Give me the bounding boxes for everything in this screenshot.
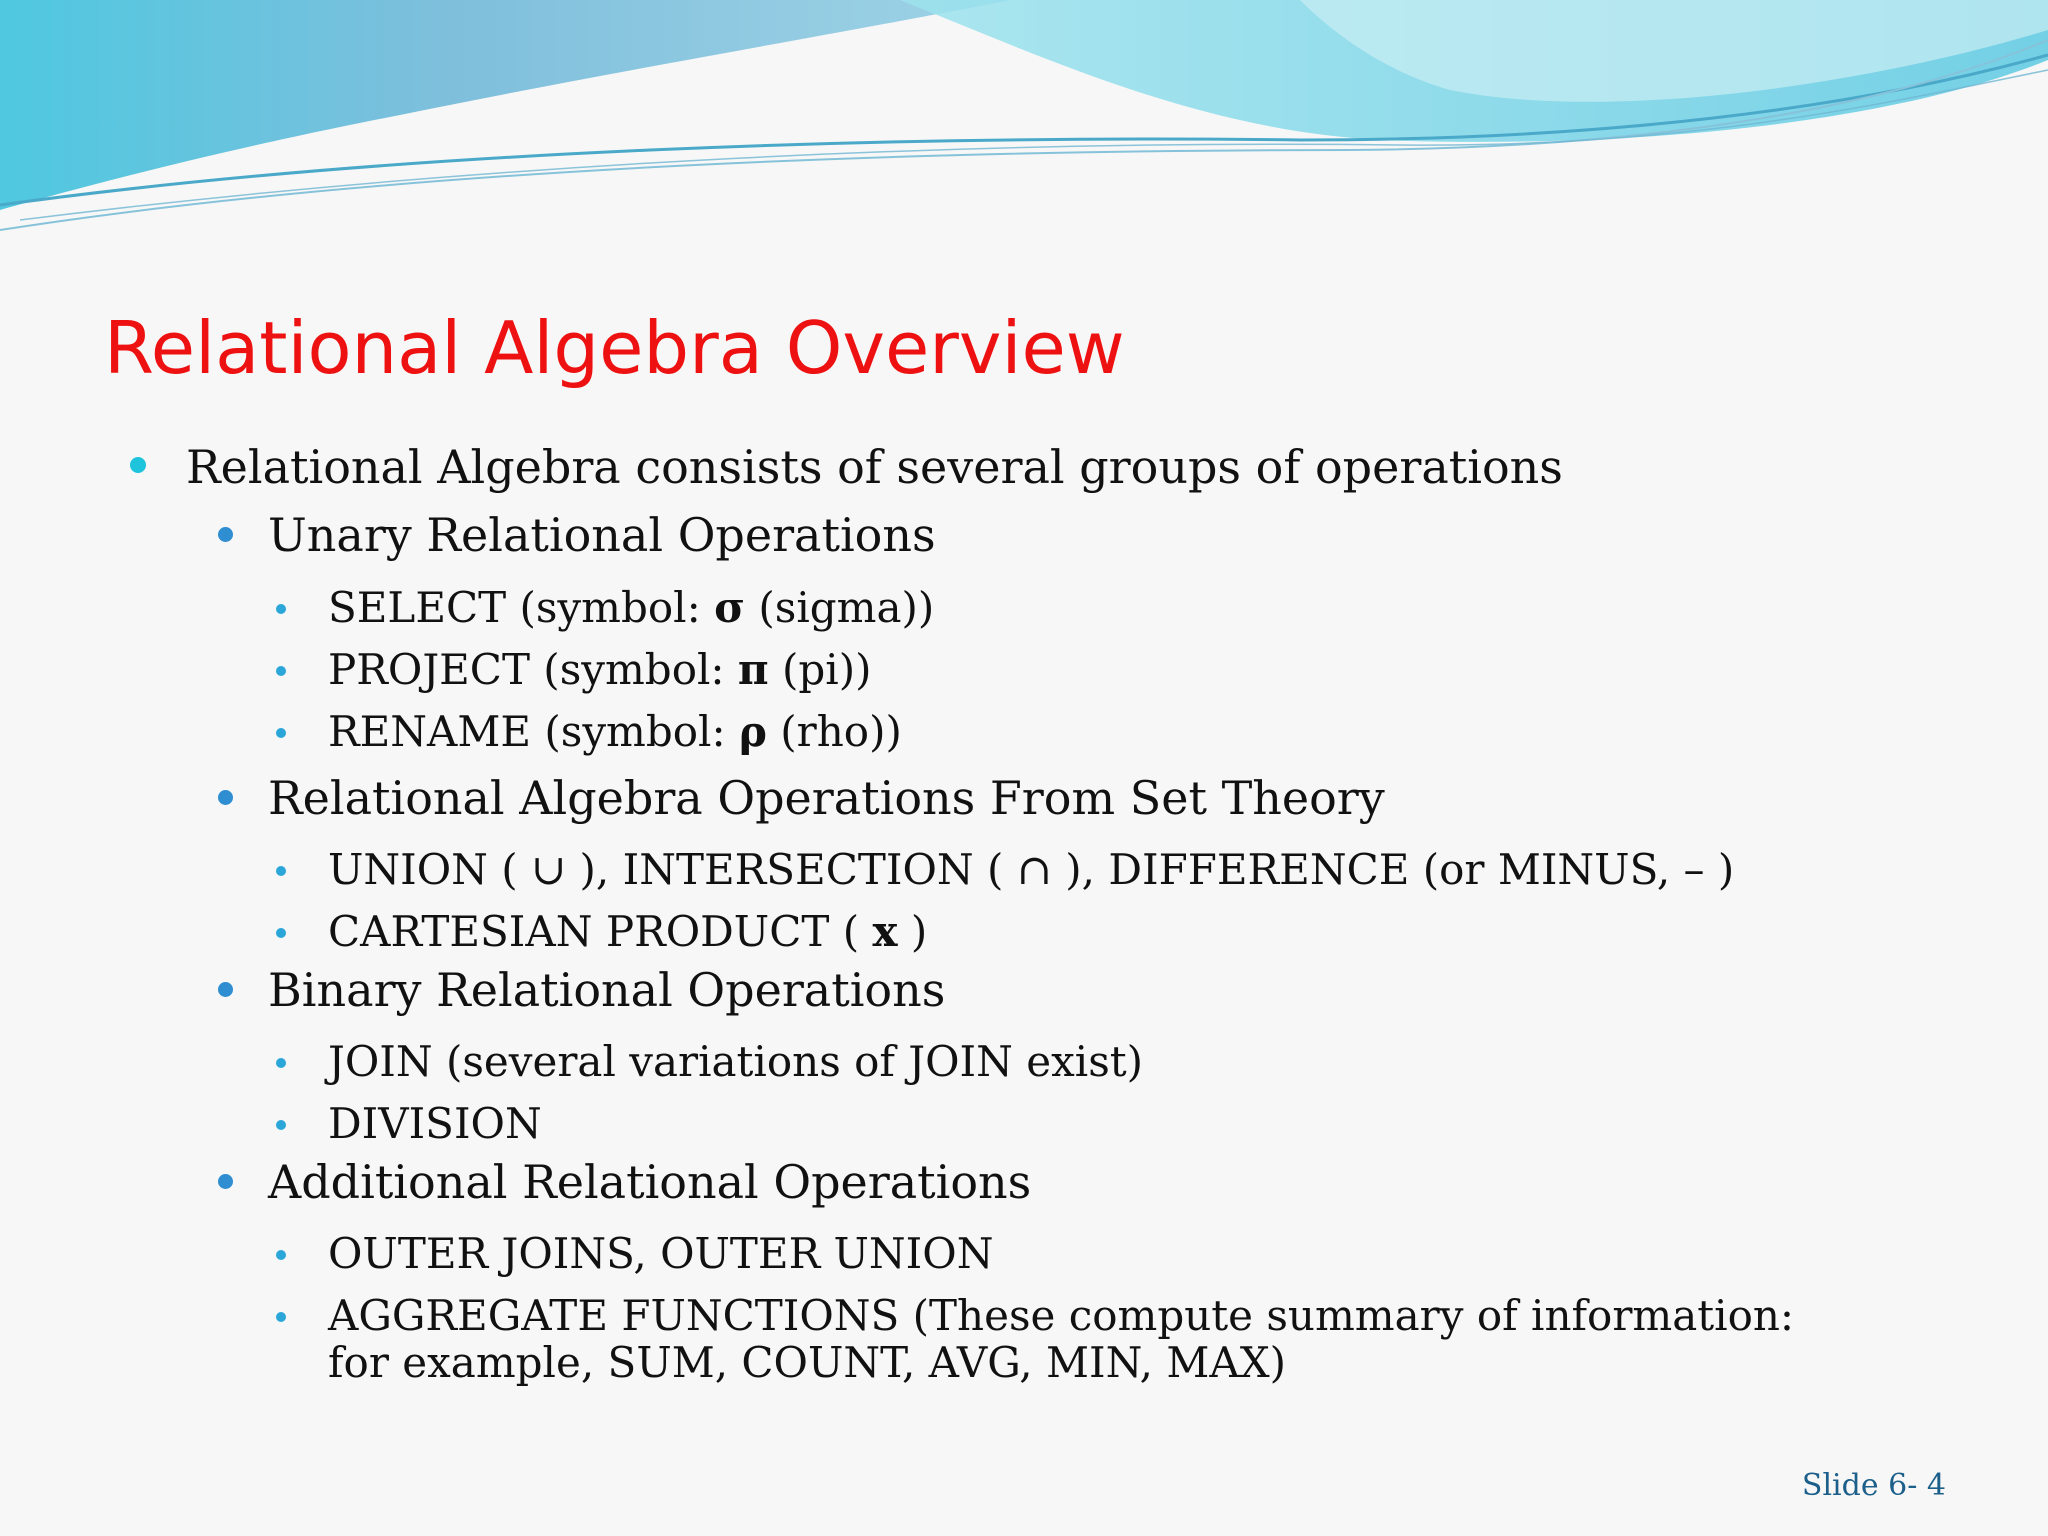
list-item-aggregate: AGGREGATE FUNCTIONS (These compute summary of information: — [328, 1291, 1795, 1340]
bullet-marker — [276, 1058, 286, 1068]
times-symbol: x — [872, 907, 898, 956]
rho-symbol: ρ — [738, 707, 767, 756]
item-text: RENAME (symbol: — [328, 707, 739, 756]
item-text: SELECT (symbol: — [328, 583, 715, 632]
list-item-cartesian — [328, 907, 928, 956]
slide-title: Relational Algebra Overview — [104, 306, 1125, 390]
group-heading-additional: Additional Relational Operations — [268, 1155, 1032, 1209]
list-item-outer-joins: OUTER JOINS, OUTER UNION — [328, 1229, 994, 1278]
item-suffix: (sigma)) — [745, 583, 935, 632]
bullet-marker — [130, 457, 146, 473]
group-heading-set-theory: Relational Algebra Operations From Set Theory — [268, 771, 1385, 825]
bullet-marker — [276, 1312, 286, 1322]
item-suffix: (pi)) — [768, 645, 872, 694]
bullet-marker — [276, 1250, 286, 1260]
item-suffix: (rho)) — [766, 707, 902, 756]
intro-bullet: Relational Algebra consists of several groups of operations — [186, 440, 1563, 494]
slide-number: Slide 6- 4 — [1801, 1468, 1946, 1503]
bullet-marker — [218, 790, 233, 805]
item-suffix: ) — [897, 907, 928, 956]
item-text: CARTESIAN PRODUCT ( — [328, 907, 873, 956]
group-heading-unary: Unary Relational Operations — [268, 508, 936, 562]
bullet-marker — [276, 728, 286, 738]
bullet-marker — [276, 1120, 286, 1130]
list-item-join: JOIN (several variations of JOIN exist) — [328, 1037, 1144, 1086]
bullet-marker — [276, 604, 286, 614]
list-item-aggregate-continuation: for example, SUM, COUNT, AVG, MIN, MAX) — [328, 1338, 1286, 1387]
list-item-division: DIVISION — [328, 1099, 542, 1148]
bullet-marker — [218, 527, 233, 542]
list-item-project — [328, 645, 872, 694]
bullet-marker — [276, 928, 286, 938]
bullet-marker — [276, 866, 286, 876]
item-text: PROJECT (symbol: — [328, 645, 738, 694]
list-item-union: UNION ( ∪ ), INTERSECTION ( ∩ ), DIFFERENCE (or MINUS, – ) — [328, 845, 1735, 894]
group-heading-binary: Binary Relational Operations — [268, 963, 946, 1017]
header-wave-decoration — [0, 0, 2048, 260]
bullet-marker — [218, 982, 233, 997]
list-item-rename — [328, 707, 902, 756]
bullet-marker — [276, 666, 286, 676]
pi-symbol: π — [737, 645, 769, 694]
bullet-marker — [218, 1174, 233, 1189]
sigma-symbol: σ — [714, 583, 746, 632]
list-item-select — [328, 583, 935, 632]
